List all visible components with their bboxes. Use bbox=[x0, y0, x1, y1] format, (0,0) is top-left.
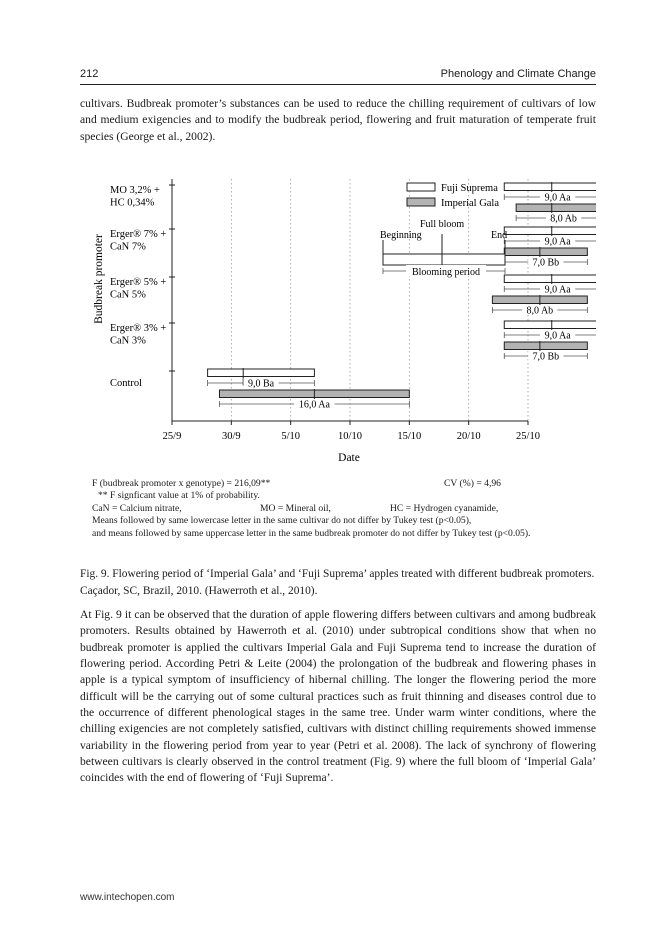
x-tick-label: 5/10 bbox=[281, 431, 301, 442]
abbr-hc: HC = Hydrogen cyanamide, bbox=[390, 502, 499, 514]
legend-beginning-label: Beginning bbox=[380, 230, 422, 241]
x-tick-label: 10/10 bbox=[338, 431, 362, 442]
duration-label: 9,0 Ba bbox=[247, 378, 275, 390]
abbr-mo: MO = Mineral oil, bbox=[260, 502, 331, 514]
x-tick-label: 25/10 bbox=[516, 431, 540, 442]
cv-value: CV (%) = 4,96 bbox=[444, 478, 501, 489]
x-tick-label: 15/10 bbox=[397, 431, 422, 442]
tukey-note-2: and means followed by same uppercase letter in the same budbreak promoter do not differ by Tukey test (p<0.05). bbox=[92, 527, 531, 539]
bar-imperial-gala bbox=[516, 204, 596, 212]
page-number: 212 bbox=[80, 68, 99, 80]
duration-label: 16,0 Aa bbox=[298, 399, 330, 411]
bar-fuji-suprema bbox=[504, 275, 596, 283]
group-label: Erger® 7% + bbox=[110, 229, 167, 240]
group-label: CaN 3% bbox=[110, 335, 146, 347]
duration-label: 9,0 Aa bbox=[544, 192, 571, 204]
duration-label: 8,0 Ab bbox=[526, 305, 554, 317]
group-label: HC 0,34% bbox=[110, 197, 155, 209]
legend-label: Fuji Suprema bbox=[441, 183, 498, 194]
group-label: Erger® 5% + bbox=[110, 277, 167, 288]
x-tick-label: 30/9 bbox=[221, 431, 241, 442]
x-ticks bbox=[163, 421, 540, 442]
duration-label: 7,0 Bb bbox=[532, 351, 560, 363]
f-value: F (budbreak promoter x genotype) = 216,09** bbox=[92, 478, 271, 489]
group-label: Control bbox=[110, 378, 143, 389]
x-tick-label: 20/10 bbox=[456, 431, 481, 442]
group-label: Erger® 3% + bbox=[110, 323, 167, 334]
legend bbox=[380, 183, 507, 278]
y-axis-label: Budbreak promoter bbox=[93, 234, 105, 324]
significance-note: ** F signficant value at 1% of probability. bbox=[98, 490, 260, 502]
footer-url: www.intechopen.com bbox=[80, 892, 175, 903]
bar-imperial-gala bbox=[504, 342, 587, 350]
figure-9 bbox=[80, 175, 596, 475]
bar-fuji-suprema bbox=[208, 369, 315, 377]
legend-period-label: Blooming period bbox=[411, 267, 481, 278]
flowering-chart bbox=[80, 175, 596, 475]
bar-imperial-gala bbox=[504, 248, 587, 256]
duration-label: 7,0 Bb bbox=[532, 257, 560, 269]
group-labels bbox=[110, 185, 175, 389]
duration-label: 9,0 Aa bbox=[544, 236, 571, 248]
duration-label: 8,0 Ab bbox=[550, 213, 577, 225]
group-label: MO 3,2% + bbox=[110, 185, 160, 196]
x-tick-label: 25/9 bbox=[162, 431, 182, 442]
bar-fuji-suprema bbox=[504, 321, 596, 329]
figure-caption: Fig. 9. Flowering period of ‘Imperial Gala’ and ‘Fuji Suprema’ apples treated with different budbreak promoters. Caçador, SC, Brazil, 2010. (Hawerroth et al., 2010). bbox=[80, 568, 595, 597]
legend-end-label: End bbox=[491, 230, 508, 241]
legend-full-bloom-label: Full bloom bbox=[420, 219, 465, 230]
intro-paragraph: cultivars. Budbreak promoter’s substances can be used to reduce the chilling requirement of cultivars of low and medium exigencies and to modify the budbreak period, flowering and fruit maturation of temperate fruit species (George et al., 2002). bbox=[80, 97, 596, 143]
legend-diagram-bar bbox=[383, 254, 505, 265]
group-label: CaN 7% bbox=[110, 241, 146, 253]
legend-swatch bbox=[407, 183, 435, 191]
header-rule bbox=[80, 84, 596, 85]
legend-label: Imperial Gala bbox=[441, 198, 500, 209]
running-title: Phenology and Climate Change bbox=[440, 68, 596, 80]
tukey-note-1: Means followed by same lowercase letter in the same cultivar do not differ by Tukey test (p<0.05), bbox=[92, 515, 472, 527]
duration-label: 9,0 Aa bbox=[544, 284, 571, 296]
x-axis-label: Date bbox=[338, 452, 360, 464]
body-paragraph: At Fig. 9 it can be observed that the duration of apple flowering differs between cultivars and among budbreak promoters. Results obtained by Hawerroth et al. (2010) under subtropical conditions show that when no budbreak promoter is applied the cultivars Imperial Gala and Fuji Suprema tend to increase the duration of flowering period. According Petri & Leite (2004) the prolongation of the budbreak and flowering phases in apple is a typical symptom of insufficiency of hibernal chilling. The longer the flowering period the more difficult will be the carrying out of some cultural practices such as fruit thinning and diseases control due to the occurrence of different phenological stages in the same tree. Under warm winter conditions, where the chilling exigencies are not completely satisfied, cultivars with distinct chilling requirements showed immense variability in the flowering period from year to year (Petri et al. 2008). The lack of synchrony of flowering between cultivars is clearly observed in the control treatment (Fig. 9) where the full bloom of ‘Imperial Gala’ coincides with the end of flowering of ‘Fuji Suprema’. bbox=[80, 608, 596, 785]
figure-notes bbox=[92, 478, 572, 540]
group-label: CaN 5% bbox=[110, 289, 146, 301]
bar-fuji-suprema bbox=[504, 183, 596, 191]
legend-swatch bbox=[407, 198, 435, 206]
bar-fuji-suprema bbox=[504, 227, 596, 235]
duration-label: 9,0 Aa bbox=[544, 330, 571, 342]
bars bbox=[208, 182, 596, 411]
abbr-can: CaN = Calcium nitrate, bbox=[92, 502, 182, 514]
page-header bbox=[80, 68, 596, 84]
